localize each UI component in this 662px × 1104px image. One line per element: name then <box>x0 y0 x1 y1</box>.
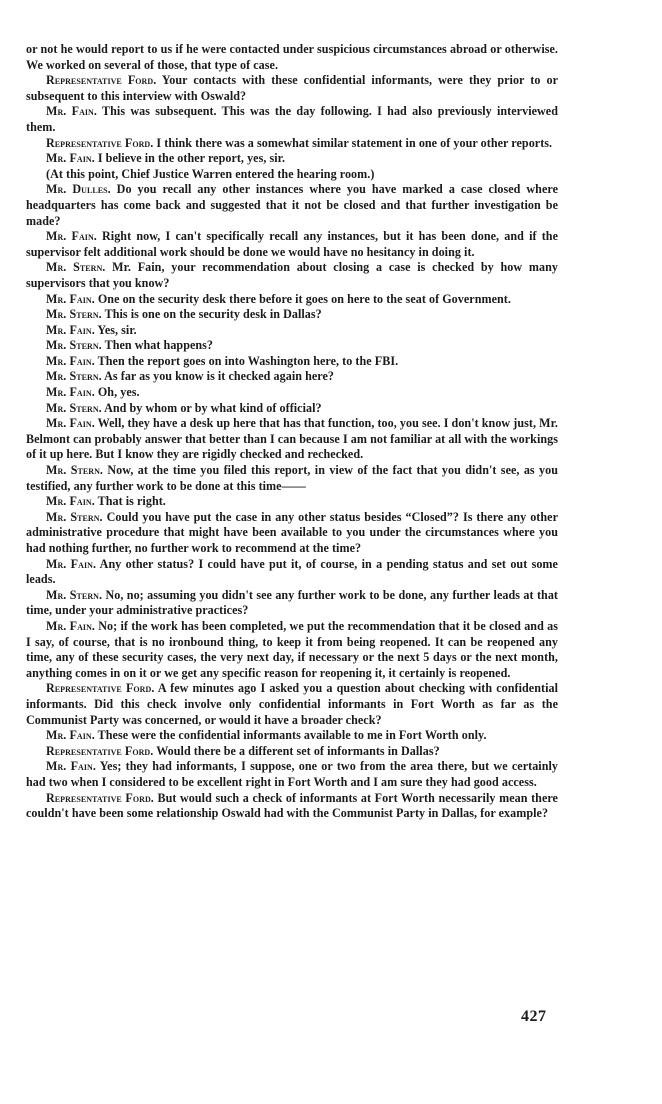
paragraph-text: But would such a check of informants at Fort Worth necessarily mean there couldn't have been some relationship Oswald had with the Communist Party in Dallas, for example? <box>26 790 558 821</box>
speaker-name: Mr. Stern. <box>46 509 103 524</box>
transcript-body <box>26 42 558 822</box>
transcript-paragraph <box>26 791 558 822</box>
transcript-paragraph <box>26 229 558 260</box>
paragraph-text: Yes, sir. <box>94 322 137 337</box>
paragraph-text: Do you recall any other instances where you have marked a case closed where headquarters has come back and suggested that it not be closed and that further investigation be made? <box>26 182 558 228</box>
transcript-paragraph <box>26 73 558 104</box>
paragraph-text: Then the report goes on into Washington here, to the FBI. <box>94 353 399 368</box>
speaker-name: Mr. Stern. <box>46 338 102 353</box>
paragraph-text: I believe in the other report, yes, sir. <box>94 151 286 166</box>
paragraph-text: No; if the work has been completed, we put the recommendation that it be closed and as I say, of course, that is no ironbound thing, to keep it from being reopened. It can be reopened any time, any of these security cases, the very next day, if necessary or the next 5 days or the next month, anything comes in on it or we get any specific reason for reopening it, it certainly is reopened. <box>26 618 558 680</box>
transcript-paragraph <box>26 307 558 323</box>
paragraph-text: (At this point, Chief Justice Warren entered the hearing room.) <box>46 166 375 181</box>
speaker-name: Representative Ford. <box>46 135 154 150</box>
speaker-name: Mr. Fain. <box>46 151 95 166</box>
transcript-paragraph <box>26 401 558 417</box>
transcript-paragraph <box>26 136 558 152</box>
paragraph-text: Now, at the time you filed this report, in view of the fact that you didn't see, as you testified, any further work to be done at this time—— <box>26 463 558 493</box>
transcript-paragraph <box>26 151 558 167</box>
speaker-name: Mr. Fain. <box>46 104 97 119</box>
transcript-paragraph <box>26 182 558 229</box>
paragraph-text: Any other status? I could have put it, of course, in a pending status and set out some leads. <box>26 556 558 587</box>
paragraph-text: Your contacts with these confidential informants, were they prior to or subsequent to this interview with Oswald? <box>26 73 558 103</box>
speaker-name: Mr. Stern. <box>46 463 103 478</box>
transcript-paragraph <box>26 167 558 183</box>
paragraph-text: That is right. <box>94 494 166 509</box>
speaker-name: Mr. Fain. <box>46 385 95 400</box>
transcript-paragraph <box>26 728 558 744</box>
transcript-paragraph <box>26 354 558 370</box>
transcript-paragraph <box>26 494 558 510</box>
speaker-name: Mr. Fain. <box>46 556 97 571</box>
transcript-paragraph <box>26 416 558 463</box>
speaker-name: Mr. Dulles. <box>46 182 111 197</box>
speaker-name: Representative Ford. <box>46 681 155 696</box>
page-number: 427 <box>521 1008 547 1025</box>
transcript-paragraph <box>26 104 558 135</box>
transcript-paragraph <box>26 510 558 557</box>
transcript-paragraph <box>26 338 558 354</box>
speaker-name: Mr. Stern. <box>46 307 102 322</box>
transcript-paragraph <box>26 463 558 494</box>
speaker-name: Mr. Fain. <box>46 494 95 509</box>
transcript-paragraph <box>26 744 558 760</box>
speaker-name: Mr. Stern. <box>46 400 102 415</box>
speaker-name: Mr. Stern. <box>46 260 106 275</box>
speaker-name: Mr. Fain. <box>46 229 97 244</box>
paragraph-text: These were the confidential informants available to me in Fort Worth only. <box>94 728 487 743</box>
paragraph-text: Oh, yes. <box>94 385 140 400</box>
paragraph-text: This was subsequent. This was the day following. I had also previously interviewed them. <box>26 104 558 134</box>
speaker-name: Representative Ford. <box>46 790 154 805</box>
paragraph-text: I think there was a somewhat similar statement in one of your other reports. <box>153 135 553 150</box>
speaker-name: Mr. Fain. <box>46 322 95 337</box>
transcript-paragraph <box>26 385 558 401</box>
paragraph-text: Mr. Fain, your recommendation about closing a case is checked by how many supervisors that you know? <box>26 260 558 290</box>
transcript-paragraph <box>26 292 558 308</box>
speaker-name: Mr. Fain. <box>46 618 95 633</box>
paragraph-text: or not he would report to us if he were contacted under suspicious circumstances abroad or otherwise. We worked on several of those, that type of case. <box>26 42 558 72</box>
paragraph-text: Yes; they had informants, I suppose, one or two from the area there, but we certainly had two when I considered to be excellent right in Fort Worth and I am sure they had good access. <box>26 759 558 789</box>
transcript-paragraph <box>26 260 558 291</box>
paragraph-text: Could you have put the case in any other status besides “Closed”? Is there any other administrative procedure that might have been available to you under the circumstances where you had nothing further, no further work to recommend at the time? <box>26 509 558 555</box>
transcript-paragraph <box>26 369 558 385</box>
speaker-name: Representative Ford. <box>46 73 157 88</box>
paragraph-text: Right now, I can't specifically recall any instances, but it has been done, and if the supervisor felt additional work should be done we would have no hesitancy in doing it. <box>26 229 558 259</box>
speaker-name: Mr. Stern. <box>46 587 103 602</box>
speaker-name: Representative Ford. <box>46 743 154 758</box>
transcript-paragraph <box>26 42 558 73</box>
speaker-name: Mr. Fain. <box>46 728 95 743</box>
paragraph-text: One on the security desk there before it goes on here to the seat of Government. <box>94 291 511 306</box>
paragraph-text: As far as you know is it checked again here? <box>101 369 334 384</box>
speaker-name: Mr. Fain. <box>46 291 95 306</box>
transcript-paragraph <box>26 759 558 790</box>
speaker-name: Mr. Fain. <box>46 353 95 368</box>
paragraph-text: Well, they have a desk up here that has that function, too, you see. I don't know just, Mr. Belmont can probably answer that better than I can because I am not familiar at all with the workings of it up here. But I know they are rigidly checked and rechecked. <box>26 416 558 462</box>
paragraph-text: Then what happens? <box>101 338 214 353</box>
transcript-paragraph <box>26 619 558 681</box>
speaker-name: Mr. Fain. <box>46 759 96 774</box>
transcript-paragraph <box>26 323 558 339</box>
paragraph-text: No, no; assuming you didn't see any further work to be done, any further leads at that time, under your administrative practices? <box>26 587 558 618</box>
paragraph-text: This is one on the security desk in Dallas? <box>101 307 322 322</box>
paragraph-text: A few minutes ago I asked you a question about checking with confidential informants. Did this check involve only confidential informants in Fort Worth as far as the Communist Party was concerned, or would it have a broader check? <box>26 681 558 727</box>
paragraph-text: Would there be a different set of informants in Dallas? <box>153 743 440 758</box>
speaker-name: Mr. Stern. <box>46 369 102 384</box>
transcript-paragraph <box>26 681 558 728</box>
transcript-paragraph <box>26 557 558 588</box>
paragraph-text: And by whom or by what kind of official? <box>101 400 322 415</box>
speaker-name: Mr. Fain. <box>46 416 95 431</box>
transcript-paragraph <box>26 588 558 619</box>
